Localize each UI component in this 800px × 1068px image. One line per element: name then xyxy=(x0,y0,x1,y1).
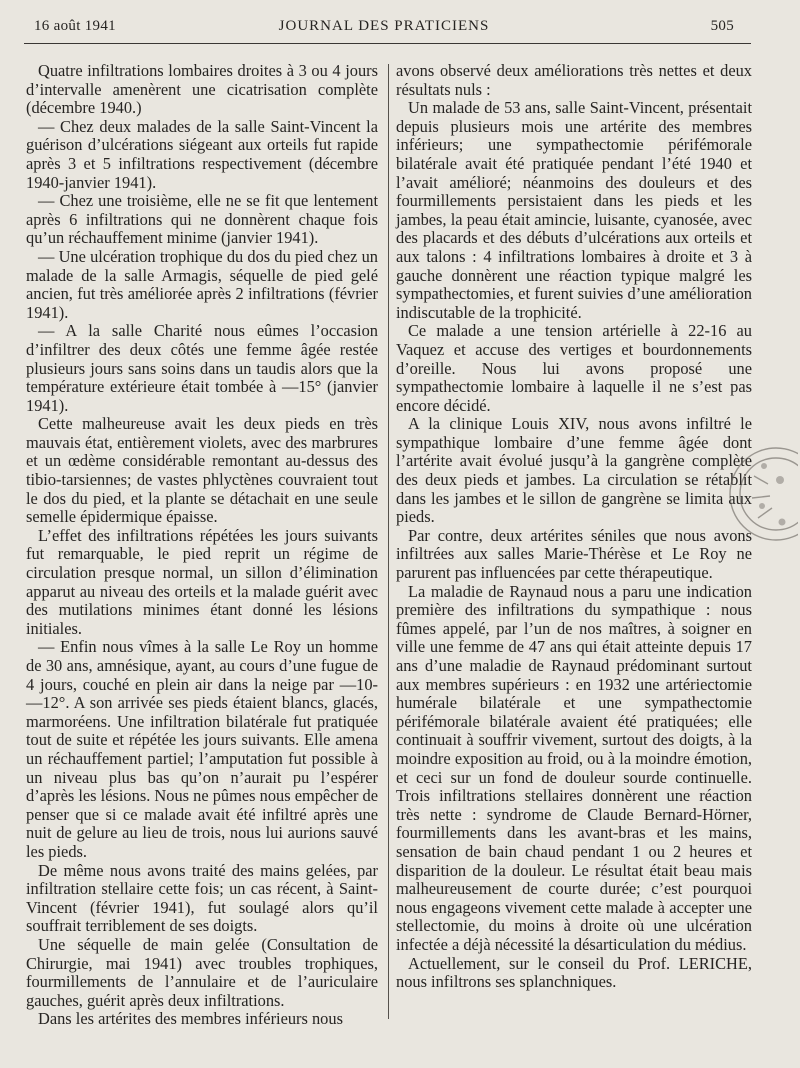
paragraph: Cette malheureuse avait les deux pieds en très mauvais état, entièrement violets, avec des marbrures et un œdème considérable remontant au-dessus des tibio-tarsiennes; de vastes phlyctènes couvraient tout le dos du pied, et la plante se détachait en une seule semelle épidermique épaisse. xyxy=(26,414,378,527)
paragraph: A la clinique Louis XIV, nous avons infiltré le sympathique lombaire d’une femme âgée dont l’artérite avait évolué jusqu’à la gangrène complète des deux pieds et jambes. La circulation se rétablit dans les jambes et le sillon de gangrène se limita aux pieds. xyxy=(396,414,752,527)
header-rule xyxy=(24,43,751,44)
paragraph: De même nous avons traité des mains gelées, par infiltration stellaire cette fois; un cas récent, à Saint-Vincent (février 1941), fut soulagé alors qu’il souffrait terriblement de ses doigts. xyxy=(26,860,378,936)
paragraph: Par contre, deux artérites séniles que nous avons infiltrées aux salles Marie-Thérèse et Le Roy ne parurent pas influencées par cette thérapeutique. xyxy=(396,525,752,583)
paragraph: — A la salle Charité nous eûmes l’occasion d’infiltrer des deux côtés une femme âgée restée plusieurs jours sans soins dans un taudis alors que la température extérieure était tombée à —15° (janvier 1941). xyxy=(26,321,378,415)
paragraph: — Chez deux malades de la salle Saint-Vincent la guérison d’ulcérations siégeant aux orteils fut rapide après 3 et 5 infiltrations respectivement (décembre 1940-janvier 1941). xyxy=(26,116,378,192)
paragraph: Dans les artérites des membres inférieurs nous xyxy=(38,1009,343,1029)
journal-title: JOURNAL DES PRATICIENS xyxy=(278,18,490,34)
paragraph: — Chez une troisième, elle ne se fit que lentement après 6 infiltrations qui ne donnèrent chaque fois qu’un réchauffement minime (janvier 1941). xyxy=(26,191,378,248)
paragraph: Une séquelle de main gelée (Consultation de Chirurgie, mai 1941) avec troubles trophiques, fourmillements de l’annulaire et de l’auriculaire gauches, guérit après deux infiltrations. xyxy=(26,934,378,1010)
paragraph: Ce malade a une tension artérielle à 22-16 au Vaquez et accuse des vertiges et bourdonnements d’oreille. Nous lui avons proposé une sympathectomie lombaire à laquelle il ne s’est pas encore décidé. xyxy=(396,321,752,415)
paragraph: Quatre infiltrations lombaires droites à 3 ou 4 jours d’intervalle amenèrent une cicatrisation complète (décembre 1940.) xyxy=(26,61,378,118)
issue-date: 16 août 1941 xyxy=(34,18,116,34)
paragraph: — Une ulcération trophique du dos du pied chez un malade de la salle Armagis, séquelle de pied gelé ancien, fut très améliorée après 2 infiltrations (février 1941). xyxy=(26,246,378,322)
paragraph: La maladie de Raynaud nous a paru une indication première des infiltrations du sympathique : nous fûmes appelé, par l’un de nos maîtres, à soigner en ville une femme de 47 ans qui était atteinte depuis 17 ans d’une maladie de Raynaud prédominant surtout aux membres supérieurs : en 1932 une artériectomie humérale bilatérale et une sympathectomie périfémorale bilatérale avaient été pratiquées; elle continuait à souffrir vivement, surtout des doigts, à la moindre exposition au froid, ou à la moindre émotion, et ceci sur un fond de douleur sourde continuelle. Trois infiltrations stellaires donnèrent une réaction très nette : syndrome de Claude Bernard-Hörner, fourmillements dans les avant-bras et les mains, sensation de bain chaud pendant 1 ou 2 heures et disparition de la douleur. Le résultat était beau mais malheureusement de courte durée; c’est pourquoi nous engageons vivement cette malade à accepter une stellectomie, du moins à droite où une ulcération infectée a déjà nécessité la désarticulation du médius. xyxy=(396,581,752,954)
paragraph: Actuellement, sur le conseil du Prof. LERICHE, nous infiltrons ses splanchniques. xyxy=(396,953,752,992)
page-header xyxy=(34,18,734,40)
paragraph: L’effet des infiltrations répétées les jours suivants fut remarquable, le pied reprit un régime de circulation presque normal, un sillon d’élimination apparut au niveau des orteils et la malade guérit avec des mutilations minimes étant donné les lésions initiales. xyxy=(26,525,378,638)
paragraph: — Enfin nous vîmes à la salle Le Roy un homme de 30 ans, amnésique, ayant, au cours d’une fugue de 4 jours, couché en plein air dans la neige par —10- —12°. A son arrivée ses pieds étaient blancs, glacés, marmoréens. Une infiltration bilatérale fut pratiquée tout de suite et répétée les jours suivants. Elle amena un réchauffement partiel; l’amputation fut possible à un niveau plus bas qu’on n’aurait pu l’espérer d’après les lésions. Nous ne pûmes nous empêcher de penser que si ce malade avait été infiltré après une nuit de gelure au lieu de trois, nous lui aurions sauvé les pieds. xyxy=(26,637,378,861)
paragraph: avons observé deux améliorations très nettes et deux résultats nuls : xyxy=(396,61,752,99)
paragraph: Un malade de 53 ans, salle Saint-Vincent, présentait depuis plusieurs mois une artérite des membres inférieurs; une sympathectomie périfémorale bilatérale avait été pratiquée pendant l’été 1940 et l’avait amélioré; néanmoins des douleurs et des fourmillements persistaient dans les pieds et les jambes, la peau était amincie, luisante, cyanosée, avec des placards et des débuts d’ulcérations aux orteils et aux talons : 4 infiltrations lombaires à droite et 3 à gauche donnèrent une réaction typique malgré les sympathectomies, et furent suivies d’une amélioration indiscutable de la trophicité. xyxy=(396,98,752,322)
left-column xyxy=(26,62,378,1029)
page-number: 505 xyxy=(710,18,734,34)
right-column xyxy=(396,62,752,992)
column-separator xyxy=(388,64,389,1019)
